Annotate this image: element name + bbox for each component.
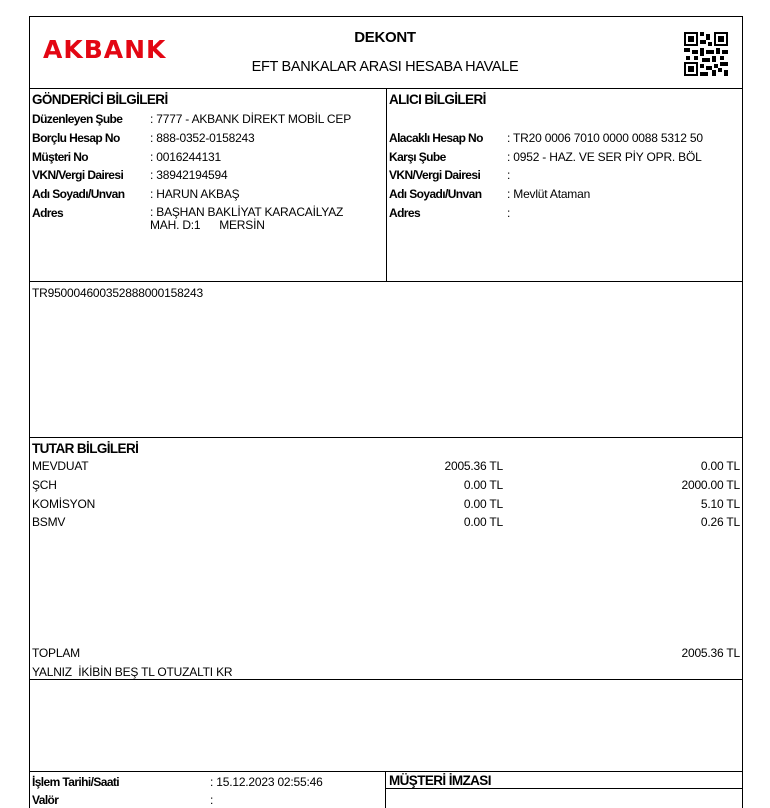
border-info-divider [386, 88, 387, 281]
transaction-date-value: : 15.12.2023 02:55:46 [210, 775, 323, 789]
amount-row-col2-komisyon: 5.10 TL [700, 497, 740, 511]
border-info-bottom [29, 281, 743, 282]
border-footer-divider [385, 771, 386, 808]
border-blank-bottom [29, 771, 743, 772]
border-description-bottom [29, 437, 743, 438]
border-top [29, 16, 743, 17]
amount-row-label-bsmv: BSMV [32, 515, 66, 529]
receiver-branch-label: Karşı Şube [389, 150, 446, 164]
receiver-branch-value: : 0952 - HAZ. VE SER PİY OPR. BÖL [507, 150, 702, 164]
sender-branch-label: Düzenleyen Şube [32, 112, 123, 126]
receiver-account-label: Alacaklı Hesap No [389, 131, 483, 145]
customer-signature-title: MÜŞTERİ İMZASI [389, 773, 491, 788]
akbank-logo: AKBANK [43, 35, 167, 64]
amount-row-col1-sch: 0.00 TL [463, 478, 503, 492]
amount-row-col1-komisyon: 0.00 TL [463, 497, 503, 511]
amount-in-words: YALNIZ İKİBİN BEŞ TL OTUZALTI KR [32, 665, 233, 679]
receiver-tax-value: : [507, 168, 511, 182]
amounts-section-title: TUTAR BİLGİLERİ [32, 441, 139, 456]
sender-section-title: GÖNDERİCİ BİLGİLERİ [32, 92, 168, 107]
receiver-account-value: : TR20 0006 7010 0000 0088 5312 50 [507, 131, 703, 145]
sender-address-label: Adres [32, 206, 64, 220]
sender-branch-value: : 7777 - AKBANK DİREKT MOBİL CEP [150, 112, 352, 126]
sender-name-value: : HARUN AKBAŞ [150, 187, 240, 201]
amount-row-col2-bsmv: 0.26 TL [700, 515, 740, 529]
amount-row-label-sch: ŞCH [32, 478, 57, 492]
amount-row-label-komisyon: KOMİSYON [32, 497, 96, 511]
document-title: DEKONT [354, 29, 416, 46]
valor-value: : [210, 793, 214, 807]
total-value: 2005.36 TL [681, 646, 740, 660]
receiver-name-label: Adı Soyadı/Unvan [389, 187, 482, 201]
receiver-address-label: Adres [389, 206, 421, 220]
receiver-section-title: ALICI BİLGİLERİ [389, 92, 486, 107]
receiver-tax-label: VKN/Vergi Dairesi [389, 168, 481, 182]
border-right [742, 16, 743, 808]
amount-row-col2-sch: 2000.00 TL [681, 478, 740, 492]
sender-name-label: Adı Soyadı/Unvan [32, 187, 125, 201]
document-subtitle: EFT BANKALAR ARASI HESABA HAVALE [251, 59, 519, 75]
qr-code-icon [684, 32, 728, 76]
sender-account-value: : 888-0352-0158243 [150, 131, 255, 145]
border-amounts-bottom [29, 679, 743, 680]
receiver-name-value: : Mevlüt Ataman [507, 187, 591, 201]
sender-tax-label: VKN/Vergi Dairesi [32, 168, 124, 182]
transaction-description: TR950004600352888000158243 [32, 286, 203, 300]
total-label: TOPLAM [32, 646, 80, 660]
receiver-address-value: : [507, 206, 511, 220]
amount-row-label-mevduat: MEVDUAT [32, 459, 89, 473]
sender-customer-value: : 0016244131 [150, 150, 222, 164]
border-left [29, 16, 30, 808]
sender-tax-value: : 38942194594 [150, 168, 228, 182]
sender-account-label: Borçlu Hesap No [32, 131, 120, 145]
sender-customer-label: Müşteri No [32, 150, 89, 164]
sender-address-value: : BAŞHAN BAKLİYAT KARACAİLYAZ MAH. D:1 MERSİN [150, 205, 347, 232]
valor-label: Valör [32, 793, 59, 807]
amount-row-col1-mevduat: 2005.36 TL [444, 459, 503, 473]
amount-row-col1-bsmv: 0.00 TL [463, 515, 503, 529]
amount-row-col2-mevduat: 0.00 TL [700, 459, 740, 473]
transaction-date-label: İşlem Tarihi/Saati [32, 775, 120, 789]
